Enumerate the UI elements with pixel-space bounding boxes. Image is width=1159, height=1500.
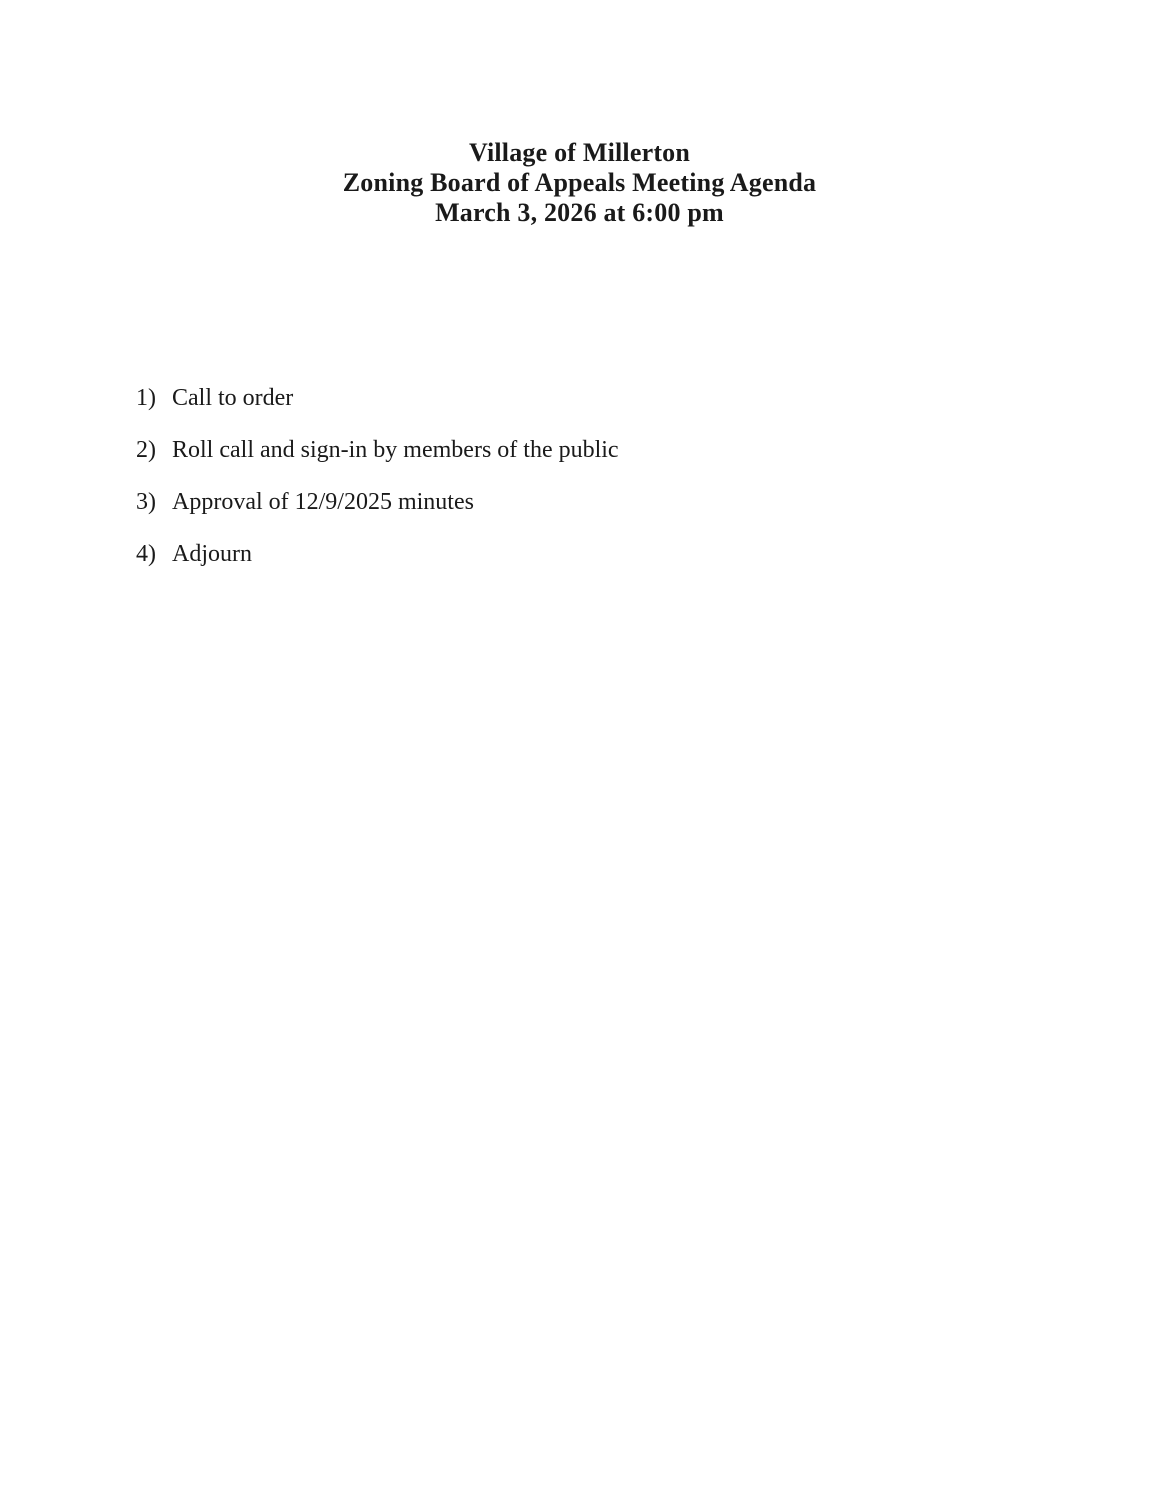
agenda-item-text: Adjourn [172, 541, 252, 567]
agenda-item-number: 1) [136, 385, 156, 411]
agenda-list [136, 384, 1159, 568]
agenda-item-number: 2) [136, 437, 156, 463]
title-line-meeting: Zoning Board of Appeals Meeting Agenda [342, 168, 817, 197]
agenda-item-text: Call to order [172, 385, 294, 411]
title-line-organization: Village of Millerton [468, 138, 691, 167]
agenda-item-number: 4) [136, 541, 156, 567]
document-header [0, 0, 1159, 228]
agenda-item-number: 3) [136, 489, 156, 515]
agenda-item-text: Approval of 12/9/2025 minutes [172, 489, 474, 515]
agenda-item [136, 488, 1159, 516]
agenda-item [136, 540, 1159, 568]
title-line-datetime: March 3, 2026 at 6:00 pm [435, 198, 724, 227]
agenda-item [136, 436, 1159, 464]
agenda-item [136, 384, 1159, 412]
agenda-item-text: Roll call and sign-in by members of the public [172, 437, 619, 463]
